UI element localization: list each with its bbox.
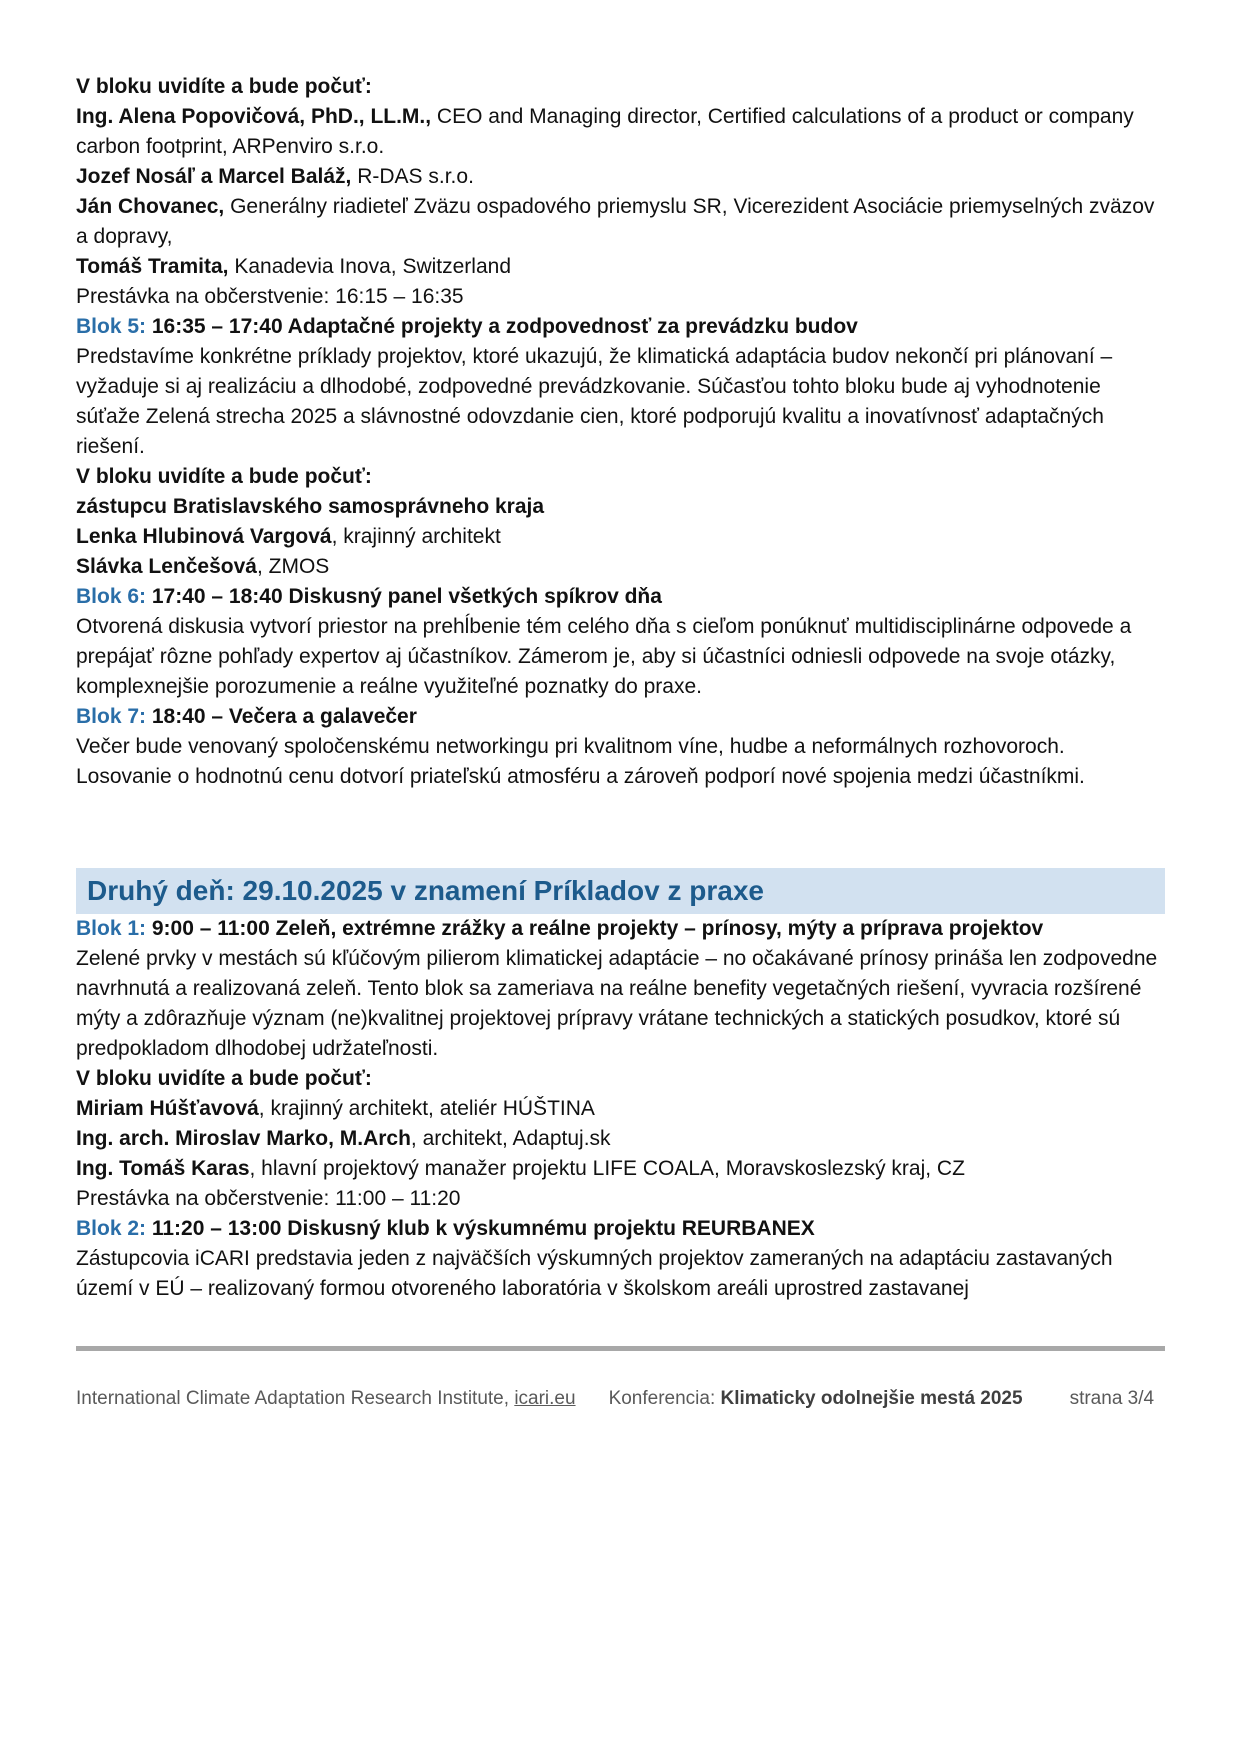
page-footer	[76, 1385, 1165, 1413]
speaker-line	[76, 1094, 1165, 1124]
speaker-line	[76, 162, 1165, 192]
blok7-label: Blok 7:	[76, 705, 147, 728]
blok7-title: 18:40 – Večera a galavečer	[146, 705, 417, 728]
blok6-heading	[76, 582, 1165, 612]
footer-divider	[76, 1346, 1165, 1351]
speaker-name: Lenka Hlubinová Vargová	[76, 525, 332, 548]
blok1-body: Zelené prvky v mestách sú kľúčovým pilierom klimatickej adaptácie – no očakávané prínosy prináša len zodpovedne navrhnutá a realizovaná zeleň. Tento blok sa zameriava na reálne benefity vegetačných riešení, vyvracia rozšírené mýty a zdôrazňuje význam (ne)kvalitnej projektovej prípravy vrátane technických a statických posudkov, ktoré sú predpokladom dlhodobej udržateľnosti.	[76, 947, 1158, 1060]
speaker-desc: , krajinný architekt, ateliér HÚŠTINA	[258, 1097, 595, 1120]
speaker-name: Miriam Húšťavová	[76, 1097, 259, 1120]
speaker-line	[76, 522, 1165, 552]
blok5-heading	[76, 312, 1165, 342]
blok7-body: Večer bude venovaný spoločenskému networkingu pri kvalitnom víne, hudbe a neformálnych rozhovoroch. Losovanie o hodnotnú cenu dotvorí priateľskú atmosféru a zároveň podporí nové spojenia medzi účastníkmi.	[76, 735, 1085, 788]
speaker-line	[76, 192, 1165, 252]
blok6-title: 17:40 – 18:40 Diskusný panel všetkých spíkrov dňa	[146, 585, 662, 608]
speaker-desc: , architekt, Adaptuj.sk	[410, 1127, 611, 1150]
footer-conference	[609, 1385, 1023, 1413]
blok2-title: 11:20 – 13:00 Diskusný klub k výskumnému projektu REURBANEX	[146, 1217, 815, 1240]
day1-speakers-heading: V bloku uvidíte a bude počuť:	[76, 75, 372, 98]
speaker-name: Jozef Nosáľ a Marcel Baláž,	[76, 165, 352, 188]
blok2-label: Blok 2:	[76, 1217, 147, 1240]
speaker-name: Tomáš Tramita,	[76, 255, 229, 278]
speaker-desc: , krajinný architekt	[331, 525, 501, 548]
blok5-body: Predstavíme konkrétne príklady projektov, ktoré ukazujú, že klimatická adaptácia budov nekončí pri plánovaní – vyžaduje si aj realizáciu a dlhodobé, zodpovedné prevádzkovanie. Súčasťou tohto bloku bude aj vyhodnotenie súťaže Zelená strecha 2025 a slávnostné odovzdanie cien, ktoré podporujú kvalitu a inovatívnosť adaptačných riešení.	[76, 345, 1113, 458]
speaker-desc: , hlavní projektový manažer projektu LIFE COALA, Moravskoslezský kraj, CZ	[249, 1157, 965, 1180]
speaker-line	[76, 492, 1165, 522]
footer-conference-name: Klimaticky odolnejšie mestá 2025	[720, 1388, 1023, 1409]
speaker-desc: Generálny riadieteľ Zväzu ospadového priemyslu SR, Vicerezident Asociácie priemyselných zväzov a dopravy,	[76, 195, 1155, 248]
blok5-speakers-heading: V bloku uvidíte a bude počuť:	[76, 465, 372, 488]
footer-page-number: strana 3/4	[1069, 1388, 1155, 1409]
speaker-desc: CEO and Managing director, Certified calculations of a product or company carbon footprint, ARPenviro s.r.o.	[76, 105, 1134, 158]
blok5-label: Blok 5:	[76, 315, 147, 338]
day2-speakers-heading: V bloku uvidíte a bude počuť:	[76, 1067, 372, 1090]
speaker-line	[76, 252, 1165, 282]
blok6-body: Otvorená diskusia vytvorí priestor na prehĺbenie tém celého dňa s cieľom ponúknuť multidisciplinárne odpovede a prepájať rôzne pohľady expertov aj účastníkov. Zámerom je, aby si účastníci odniesli odpovede na svoje otázky, komplexnejšie porozumenie a reálne využiteľné poznatky do praxe.	[76, 615, 1132, 698]
footer-institute-link[interactable]: icari.eu	[514, 1388, 576, 1409]
blok2-heading	[76, 1214, 1165, 1244]
speaker-line	[76, 552, 1165, 582]
speaker-line	[76, 102, 1165, 162]
footer-institute	[76, 1385, 576, 1413]
footer-conference-label: Konferencia:	[608, 1388, 721, 1409]
speaker-name: Ing. Alena Popovičová, PhD., LL.M.,	[76, 105, 432, 128]
blok7-heading	[76, 702, 1165, 732]
blok1-label: Blok 1:	[76, 917, 147, 940]
speaker-name: Ing. Tomáš Karas	[76, 1157, 250, 1180]
speaker-name: Ing. arch. Miroslav Marko, M.Arch	[76, 1127, 411, 1150]
day2-section-header: Druhý deň: 29.10.2025 v znamení Príkladov z praxe	[76, 868, 1165, 914]
speaker-line	[76, 1154, 1165, 1184]
blok1-heading	[76, 914, 1165, 944]
speaker-desc: R-DAS s.r.o.	[351, 165, 474, 188]
speaker-desc: , ZMOS	[256, 555, 330, 578]
blok1-title: 9:00 – 11:00 Zeleň, extrémne zrážky a reálne projekty – prínosy, mýty a príprava projektov	[146, 917, 1044, 940]
speaker-name: zástupcu Bratislavského samosprávneho kraja	[76, 495, 545, 518]
speaker-line	[76, 1124, 1165, 1154]
blok2-body: Zástupcovia iCARI predstavia jeden z najväčších výskumných projektov zameraných na adaptáciu zastavaných území v EÚ – realizovaný formou otvoreného laboratória v školskom areáli uprostred zastavanej	[76, 1247, 1113, 1300]
speaker-name: Slávka Lenčešová	[76, 555, 257, 578]
blok5-title: 16:35 – 17:40 Adaptačné projekty a zodpovednosť za prevádzku budov	[146, 315, 858, 338]
blok6-label: Blok 6:	[76, 585, 147, 608]
footer-institute-text: International Climate Adaptation Research Institute,	[76, 1388, 515, 1409]
speaker-name: Ján Chovanec,	[76, 195, 225, 218]
break-line: Prestávka na občerstvenie: 11:00 – 11:20	[76, 1187, 461, 1210]
break-line: Prestávka na občerstvenie: 16:15 – 16:35	[76, 285, 464, 308]
speaker-desc: Kanadevia Inova, Switzerland	[228, 255, 512, 278]
